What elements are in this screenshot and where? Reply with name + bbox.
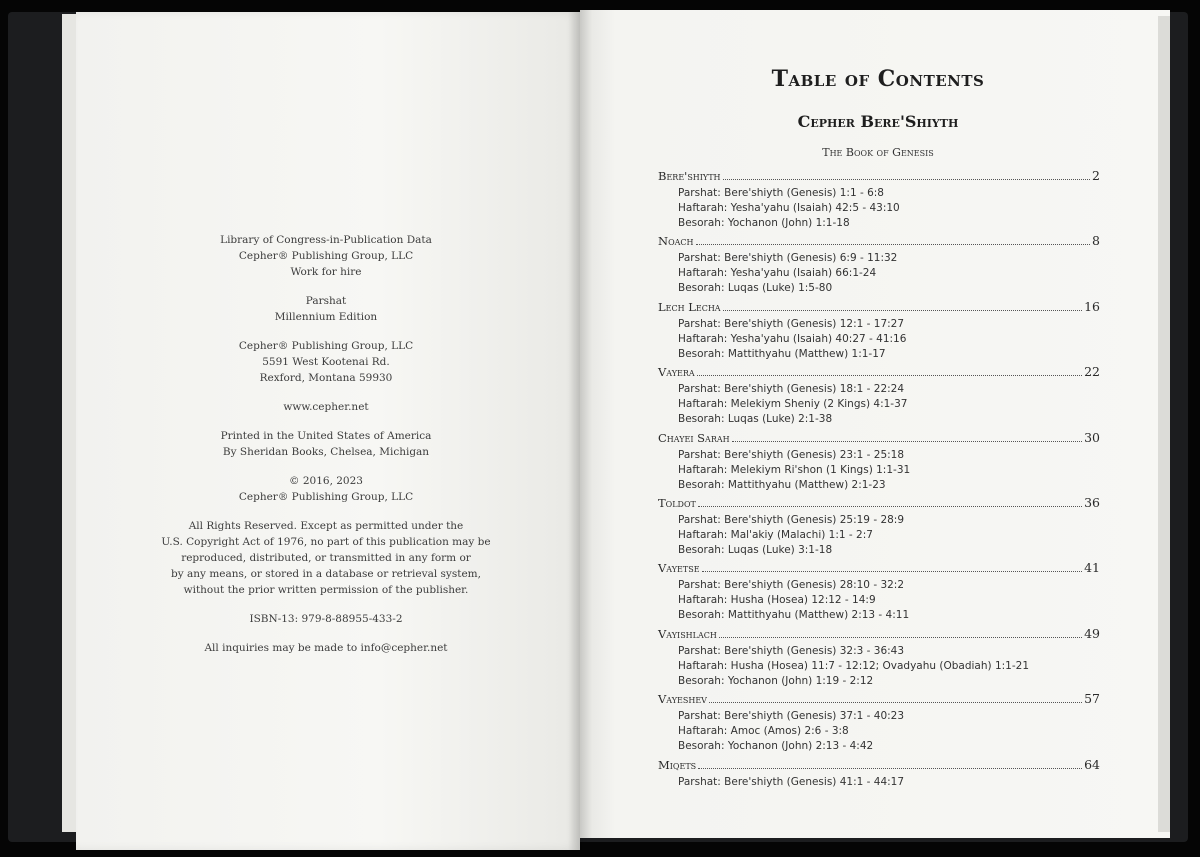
colophon-block [150, 611, 502, 627]
toc-entry [658, 233, 1100, 298]
colophon-line: All inquiries may be made to info@cepher.net [204, 642, 448, 654]
toc-entry-title: Vayeshev [658, 692, 707, 707]
toc-entry-title: Vayetse [658, 561, 700, 576]
colophon-line: ISBN-13: 979-8-88955-433-2 [249, 613, 403, 625]
toc-subtitle: Cepher Bere'Shiyth [797, 112, 959, 131]
toc-entry-heading [658, 299, 1100, 317]
toc-reading-line: Parshat: Bere'shiyth (Genesis) 41:1 - 44:17 [678, 775, 905, 788]
toc-entry-page-number: 2 [1092, 168, 1100, 183]
toc-entry-heading [658, 430, 1100, 448]
colophon-block [150, 473, 502, 505]
colophon-line: © 2016, 2023 [289, 475, 363, 487]
colophon-block [150, 399, 502, 415]
toc-reading-line: Parshat: Bere'shiyth (Genesis) 6:9 - 11:32 [678, 252, 898, 265]
toc-entry [658, 430, 1100, 495]
toc-reading-line: Besorah: Luqas (Luke) 3:1-18 [678, 543, 833, 556]
toc-reading-line: Parshat: Bere'shiyth (Genesis) 28:10 - 32:2 [678, 579, 905, 592]
colophon-block [150, 518, 502, 598]
colophon-block [150, 338, 502, 386]
toc-reading-line: Parshat: Bere'shiyth (Genesis) 18:1 - 22:24 [678, 383, 905, 396]
toc-reading-line: Haftarah: Yesha'yahu (Isaiah) 42:5 - 43:10 [678, 202, 900, 214]
toc-reading-line: Parshat: Bere'shiyth (Genesis) 12:1 - 17:27 [678, 317, 905, 330]
dot-leader [702, 571, 1083, 572]
toc-entry-title: Vayishlach [658, 626, 717, 641]
toc-entry-page-number: 30 [1084, 429, 1100, 445]
toc-entry-page-number: 41 [1084, 560, 1100, 576]
toc-reading-line: Haftarah: Melekiym Sheniy (2 Kings) 4:1-37 [678, 398, 908, 411]
colophon-line: www.cepher.net [283, 401, 369, 413]
toc-reading-line: Haftarah: Yesha'yahu (Isaiah) 66:1-24 [678, 267, 877, 280]
toc-reading-line: Parshat: Bere'shiyth (Genesis) 37:1 - 40:23 [678, 710, 905, 723]
toc-entry-title: Noach [658, 234, 694, 249]
toc-entry-title: Bere'shiyth [658, 169, 721, 183]
colophon-line: Parshat [305, 295, 347, 307]
toc-reading-line: Parshat: Bere'shiyth (Genesis) 1:1 - 6:8 [678, 187, 884, 199]
colophon-line: By Sheridan Books, Chelsea, Michigan [222, 446, 430, 458]
toc-entry-heading [658, 495, 1100, 513]
toc-book-name: The Book of Genesis [822, 146, 934, 159]
toc-reading-line: Haftarah: Husha (Hosea) 12:12 - 14:9 [678, 594, 876, 607]
toc-reading-line: Haftarah: Mal'akiy (Malachi) 1:1 - 2:7 [678, 528, 873, 541]
toc-entry [658, 691, 1100, 756]
toc-entry-title: Vayera [658, 365, 695, 380]
colophon-line: Rexford, Montana 59930 [259, 372, 393, 384]
toc-entry-title: Toldot [658, 495, 696, 510]
dot-leader [723, 310, 1083, 311]
toc-entry-heading [658, 560, 1100, 578]
toc-entry-title: Lech Lecha [658, 299, 721, 314]
toc-entry-page-number: 22 [1084, 364, 1100, 380]
colophon-line: Millennium Edition [274, 311, 378, 323]
toc-entry-heading [658, 626, 1100, 644]
dot-leader [698, 768, 1082, 769]
toc-reading-line: Besorah: Luqas (Luke) 1:5-80 [678, 282, 833, 295]
toc-entry [658, 757, 1100, 822]
toc-reading-line: Haftarah: Melekiym Ri'shon (1 Kings) 1:1-31 [678, 463, 911, 476]
colophon-line: Printed in the United States of America [220, 430, 432, 442]
toc-entry-heading [658, 168, 1100, 186]
toc-entry-page-number: 36 [1084, 494, 1100, 510]
toc-entry-page-number: 16 [1084, 298, 1100, 314]
toc-entry [658, 626, 1100, 691]
dot-leader [709, 702, 1082, 703]
toc-title: Table of Contents [771, 66, 985, 92]
toc-entry-heading [658, 691, 1100, 709]
toc-entry [658, 495, 1100, 560]
dot-leader [732, 441, 1082, 442]
colophon-line: 5591 West Kootenai Rd. [262, 356, 390, 368]
colophon-line: by any means, or stored in a database or retrieval system, [171, 568, 481, 580]
toc-entry-page-number: 64 [1084, 756, 1100, 772]
toc-entry-heading [658, 757, 1100, 775]
toc-reading-line: Besorah: Yochanon (John) 1:1-18 [678, 217, 850, 229]
toc-reading-line: Besorah: Yochanon (John) 1:19 - 2:12 [678, 674, 874, 687]
colophon-block [150, 428, 502, 460]
toc-reading-line: Besorah: Mattithyahu (Matthew) 1:1-17 [678, 347, 886, 360]
dot-leader [696, 244, 1091, 245]
toc-entry-page-number: 49 [1084, 625, 1100, 641]
colophon-line: Work for hire [290, 266, 362, 278]
toc-entry-heading [658, 364, 1100, 382]
colophon-block [150, 640, 502, 656]
colophon-line: reproduced, distributed, or transmitted in any form or [181, 552, 471, 564]
toc-entry [658, 560, 1100, 625]
toc-entry-title: Miqets [658, 757, 697, 772]
dot-leader [698, 506, 1082, 507]
colophon-line: U.S. Copyright Act of 1976, no part of this publication may be [161, 536, 491, 548]
toc-entries [658, 168, 1100, 822]
dot-leader [697, 375, 1082, 376]
toc-entry [658, 168, 1100, 233]
colophon-line: Library of Congress-in-Publication Data [220, 234, 432, 246]
colophon-line: Cepher® Publishing Group, LLC [238, 340, 414, 352]
toc-reading-line: Parshat: Bere'shiyth (Genesis) 32:3 - 36:43 [678, 644, 905, 657]
toc-reading-line: Parshat: Bere'shiyth (Genesis) 23:1 - 25:18 [678, 448, 905, 461]
toc-reading-line: Besorah: Mattithyahu (Matthew) 2:13 - 4:11 [678, 609, 910, 622]
copyright-colophon [150, 232, 502, 669]
toc-entry-title: Chayei Sarah [658, 430, 730, 445]
toc-entry [658, 364, 1100, 429]
colophon-line: without the prior written permission of the publisher. [183, 584, 469, 596]
toc-reading-line: Haftarah: Yesha'yahu (Isaiah) 40:27 - 41:16 [678, 332, 907, 345]
toc-reading-line: Haftarah: Amoc (Amos) 2:6 - 3:8 [678, 725, 849, 738]
toc-reading-line: Besorah: Luqas (Luke) 2:1-38 [678, 413, 833, 426]
toc-entry-heading [658, 233, 1100, 251]
toc-reading-line: Haftarah: Husha (Hosea) 11:7 - 12:12; Ovadyahu (Obadiah) 1:1-21 [678, 659, 1030, 672]
colophon-block [150, 232, 502, 280]
toc-entry-page-number: 8 [1092, 233, 1100, 249]
colophon-block [150, 293, 502, 325]
dot-leader [723, 179, 1091, 180]
colophon-line: Cepher® Publishing Group, LLC [238, 250, 414, 262]
toc-reading-line: Parshat: Bere'shiyth (Genesis) 25:19 - 28:9 [678, 513, 905, 526]
toc-reading-line: Besorah: Yochanon (John) 2:13 - 4:42 [678, 740, 874, 753]
book-spine [568, 10, 592, 850]
toc-entry [658, 299, 1100, 364]
toc-reading-line: Besorah: Mattithyahu (Matthew) 2:1-23 [678, 478, 886, 491]
colophon-line: Cepher® Publishing Group, LLC [238, 491, 414, 503]
dot-leader [719, 637, 1082, 638]
colophon-line: All Rights Reserved. Except as permitted under the [188, 520, 464, 532]
toc-entry-page-number: 57 [1084, 691, 1100, 707]
right-page-edge [1158, 16, 1170, 832]
